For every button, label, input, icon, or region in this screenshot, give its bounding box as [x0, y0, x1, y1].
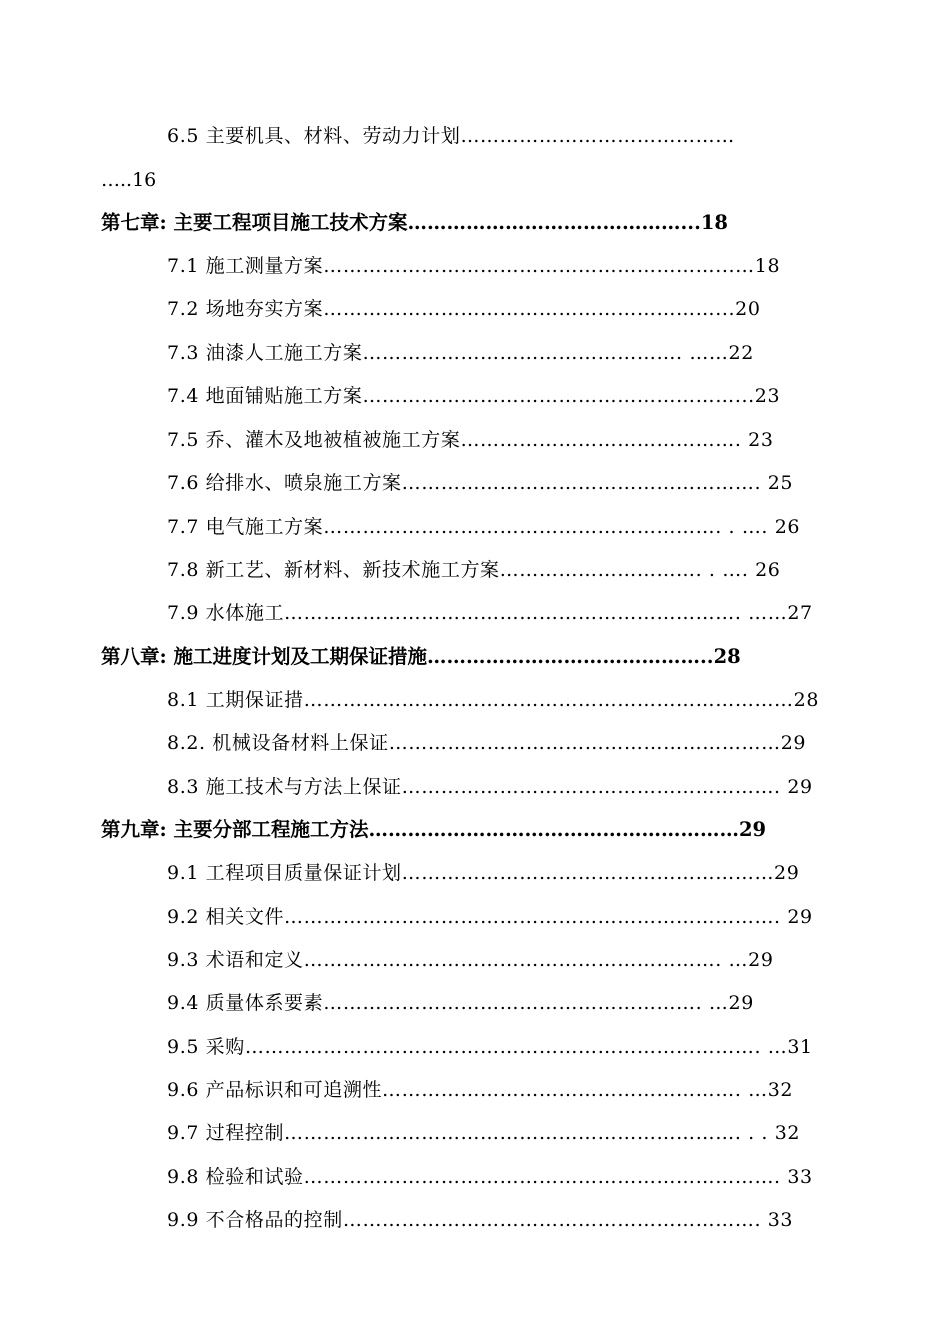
toc-entry: 9.4 质量体系要素…………………………………………………. …29: [167, 992, 754, 1014]
toc-entry: 9.7 过程控制……………………………………………………………. . . 32: [167, 1122, 801, 1144]
toc-entry: 8.2. 机械设备材料上保证……………………………………………………29: [167, 732, 807, 754]
toc-entry: 8.3 施工技术与方法上保证…………………………………………………. 29: [167, 776, 813, 798]
toc-entry: 7.2 场地夯实方案……………………………………………………...20: [167, 298, 761, 320]
toc-entry: 9.3 术语和定义………………………………………………………. …29: [167, 949, 774, 971]
toc-entry: 7.8 新工艺、新材料、新技术施工方案…………………………. . …. 26: [167, 559, 781, 581]
toc-entry: 9.1 工程项目质量保证计划…………………………………………………29: [167, 862, 800, 884]
toc-entry: 7.3 油漆人工施工方案…………………………………………. ……22: [167, 342, 754, 364]
toc-entry: 9.5 采购……………………………………………………………………. …31: [167, 1036, 813, 1058]
toc-chapter: 第九章: 主要分部工程施工方法…………………………………………………29: [101, 818, 767, 841]
toc-entry: 7.6 给排水、喷泉施工方案………………………………………………. 25: [167, 472, 794, 494]
toc-entry: 6.5 主要机具、材料、劳动力计划……………………………………: [167, 125, 735, 147]
toc-chapter: 第八章: 施工进度计划及工期保证措施……………………………………..28: [101, 645, 741, 668]
toc-entry: 9.9 不合格品的控制………………………………………………………. 33: [167, 1209, 794, 1231]
toc-entry-continuation: …..16: [101, 169, 157, 191]
toc-entry: 9.2 相关文件…………………………………………………………………. 29: [167, 906, 813, 928]
toc-entry: 8.1 工期保证措…………………………………………………………………28: [167, 689, 820, 711]
toc-entry: 7.5 乔、灌木及地被植被施工方案……………………………………. 23: [167, 429, 774, 451]
toc-entry: 7.4 地面铺贴施工方案…………………………………………………...23: [167, 385, 781, 407]
toc-chapter: 第七章: 主要工程项目施工技术方案……………………………………...18: [101, 211, 728, 234]
toc-entry: 7.9 水体施工……………………………………………………………. ……27: [167, 602, 813, 624]
toc-entry: 9.8 检验和试验………………………………………………………………. 33: [167, 1166, 813, 1188]
toc-entry: 7.7 电气施工方案……………………………………………………. . …. 26: [167, 516, 801, 538]
toc-entry: 7.1 施工测量方案……………………………………………………...…18: [167, 255, 781, 277]
toc-entry: 9.6 产品标识和可追溯性………………………………………………. …32: [167, 1079, 794, 1101]
